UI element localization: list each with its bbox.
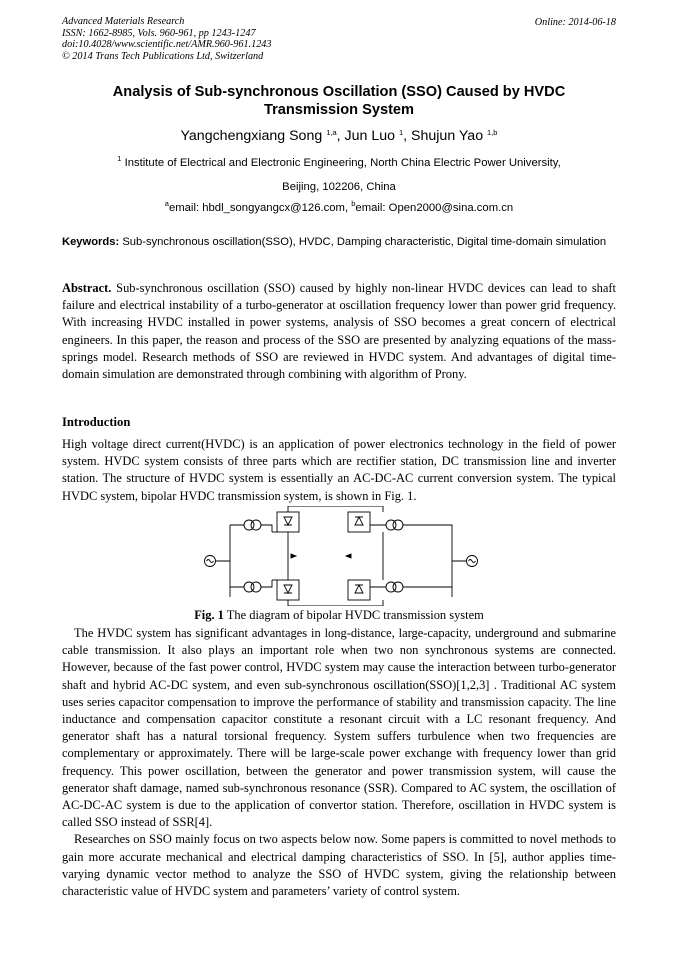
abstract <box>62 280 616 383</box>
author-sup: 1,a <box>326 128 337 137</box>
paper-title <box>62 83 616 119</box>
current-arrow-left-icon <box>291 554 296 558</box>
abstract-label: Abstract. <box>62 281 112 295</box>
keywords-text: Sub-synchronous oscillation(SSO), HVDC, Damping characteristic, Digital time-domain simulation <box>122 236 607 248</box>
title-line-2: Transmission System <box>263 102 415 118</box>
author-name: Yangchengxiang Song <box>180 128 323 144</box>
inverter-top-icon <box>348 512 370 532</box>
rectifier-top-icon <box>272 512 299 532</box>
online-date: Online: 2014-06-18 <box>534 17 616 28</box>
figure-label: Fig. 1 <box>194 608 224 622</box>
hvdc-diagram-figure <box>200 506 484 606</box>
author-list: Yangchengxiang Song $^{1,a}$, Jun Luo $^1$, Shujun Yao $^{1,b}$ <box>180 128 498 144</box>
author-name: Shujun Yao <box>411 128 484 144</box>
abstract-text: Sub-synchronous oscillation (SSO) caused by highly non-linear HVDC devices can lead to shaft failure and electrical instability of a turbo-generator at oscillation frequency lower than power grid frequency. With increasing HVDC installed in power systems, analysis of SSO becomes a great concern of electrical engineers. In this paper, the reason and process of the SSO are presented by analyzing equations of the mass-springs model. Research methods of SSO are reviewed in HVDC system. And advantages of digital time-domain simulation are demonstrated through combining with algorithm of Prony. <box>62 281 617 382</box>
journal-header <box>62 16 271 62</box>
dc-neutral <box>288 532 383 580</box>
intro-paragraph-3: Researches on SSO mainly focus on two aspects below now. Some papers is committed to novel methods to gain more accurate mechanical and electrical damping characteristics of SSO. In [5], author applies time-varying dynamic vector method to analyze the SSO of HVDC system, giving the relationship between characteristic value of HVDC system and parameters’ variety of control system. <box>62 832 616 899</box>
transformer-left-bottom-icon <box>244 582 261 592</box>
journal-name: Advanced Materials Research <box>62 16 185 27</box>
email-line: $^a$email: hbdl_songyangcx@126.com, $^b$email: Open2000@sina.com.cn <box>164 199 514 214</box>
dc-line-positive <box>288 506 383 512</box>
affiliation-line-2: Beijing, 102206, China <box>282 181 396 193</box>
affiliation-line-1: $^1$ Institute of Electrical and Electronic Engineering, North China Electric Power University, <box>117 154 561 169</box>
copyright-line: © 2014 Trans Tech Publications Ltd, Switzerland <box>62 50 264 62</box>
transformer-right-top-icon <box>386 520 403 530</box>
doi-line: doi:10.4028/www.scientific.net/AMR.960-961.1243 <box>62 39 272 51</box>
title-line-1: Analysis of Sub-synchronous Oscillation (SSO) Caused by HVDC <box>112 84 566 100</box>
intro-paragraphs <box>62 625 616 900</box>
section-heading-introduction: Introduction <box>62 415 131 429</box>
intro-paragraph-2: The HVDC system has significant advantages in long-distance, large-capacity, underground and submarine cable transmission. It also plays an important role when two non synchronous systems are connected. However, because of the fast power control, HVDC system may cause the interaction between turbo-generator shaft and hybrid AC-DC system, and even sub-synchronous oscillation(SSO)[1,2,3] . Traditional AC system uses series capacitor compensation to improve the performance of stability and transmission capacity. The line inductance and compensation capacitor constitute a resonant circuit with a LC resonant frequency. And generator shaft has a natural torsional frequency. System suffers turbulence when two frequencies are complementary or approximately. There will be large-scale power exchange with frequency lower than grid frequency. This power oscillation, between the generator and power transmission system, will cause the generator shaft damage, named sub-synchronous resonance (SSR). Compared to AC system, the oscillation of AC-DC-AC system is due to the application of convertor station. Therefore, oscillation in HVDC system is called SSO instead of SSR[4]. <box>62 626 616 830</box>
figure-caption: Fig. 1 The diagram of bipolar HVDC transmission system <box>194 608 484 622</box>
transformer-left-top-icon <box>244 520 261 530</box>
author-name: Jun Luo <box>344 128 396 144</box>
ac-source-right-icon <box>467 556 478 567</box>
ac-source-left-icon <box>205 556 216 567</box>
keywords-label: Keywords: <box>62 236 120 248</box>
dc-line-negative <box>288 600 383 606</box>
author-sup: 1 <box>398 128 404 137</box>
current-arrow-right-icon <box>346 554 351 558</box>
rectifier-bottom-icon <box>272 580 299 600</box>
inverter-bottom-icon <box>348 580 370 600</box>
intro-paragraph-1: High voltage direct current(HVDC) is an application of power electronics technology in the field of power system. HVDC system consists of three parts which are rectifier station, DC transmission line and inverter station. The structure of HVDC system is essentially an AC-DC-AC current conversion system. The typical HVDC system, bipolar HVDC transmission system, is shown in Fig. 1. <box>62 437 616 503</box>
email-b: email: Open2000@sina.com.cn <box>355 202 514 214</box>
left-ac-bus <box>216 525 230 597</box>
author-sup: 1,b <box>487 128 498 137</box>
affiliation-sup: 1 <box>117 154 122 163</box>
right-ac-bus <box>403 525 466 597</box>
email-a: email: hbdl_songyangcx@126.com, <box>168 202 349 214</box>
transformer-right-bottom-icon <box>386 582 403 592</box>
issn-line: ISSN: 1662-8985, Vols. 960-961, pp 1243-1247 <box>62 27 256 39</box>
keywords <box>62 235 616 251</box>
